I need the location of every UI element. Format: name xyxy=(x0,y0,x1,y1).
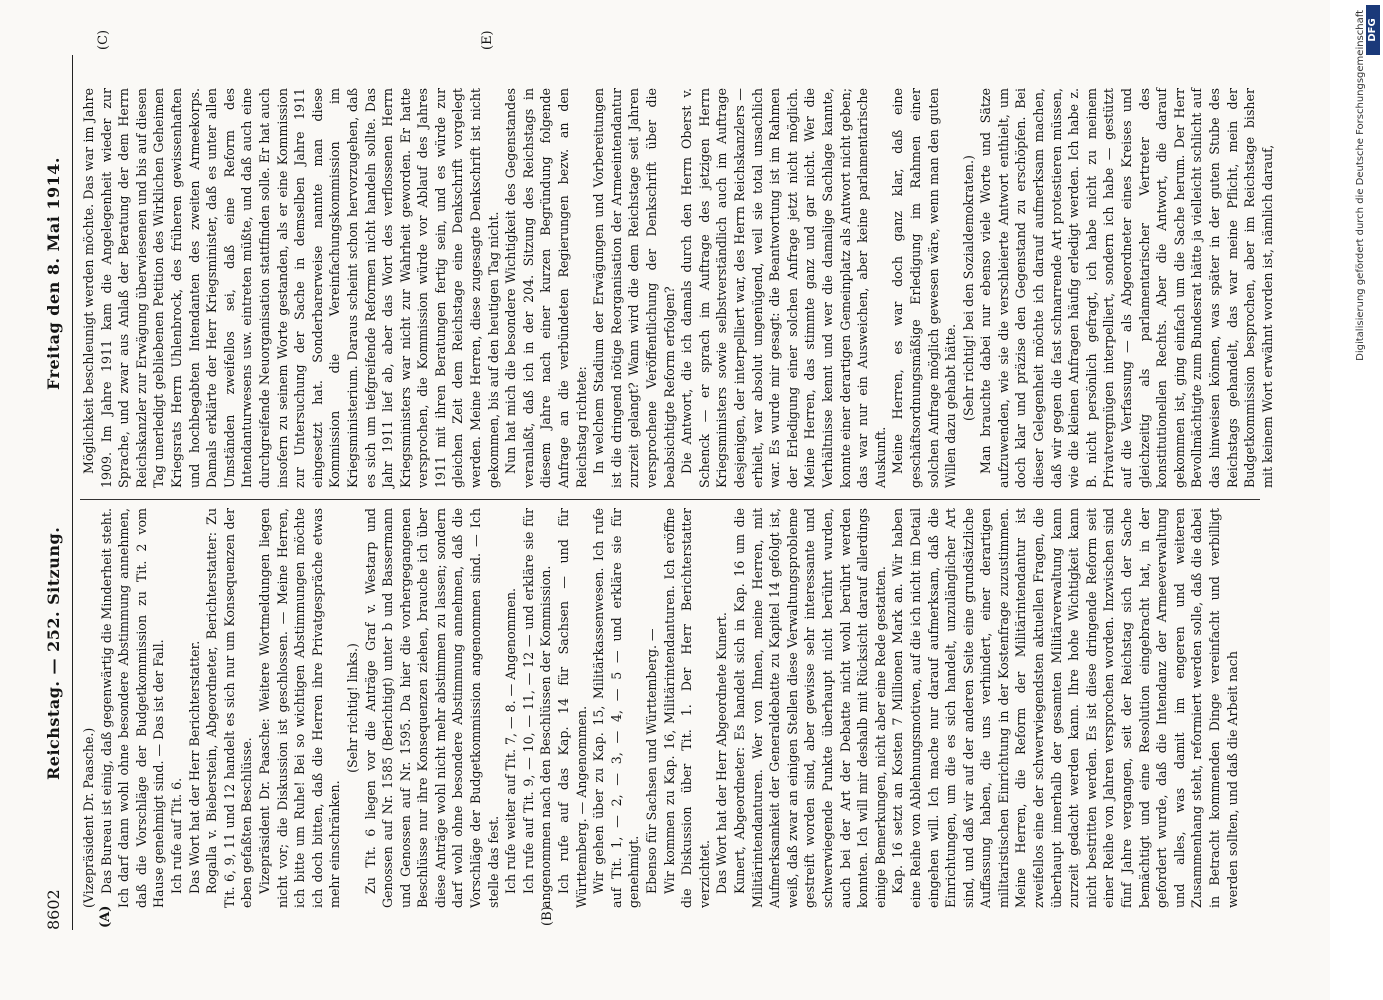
left-running-title: Reichstag. — 252. Sitzung. xyxy=(44,526,63,780)
margin-marker-a: (A) xyxy=(98,905,113,928)
paragraph: Wir gehen über zu Kap. 15, Militärkassenwesen. Ich rufe auf Tit. 1, — 2, — 3, — 4, — 5 — und erkläre sie für genehmigt. xyxy=(591,508,642,908)
paragraph: Ich rufe auf das Kap. 14 für Sachsen — und für Württemberg. — Angenommen. xyxy=(556,508,589,908)
digitization-credit: Digitalisierung gefördert durch die Deutsche Forschungsgemeinschaft xyxy=(1355,10,1366,361)
dfg-logo: DFG xyxy=(1366,5,1380,55)
left-text-column xyxy=(80,508,1260,908)
paragraph: Möglichkeit beschleunigt werden möchte. Das war im Jahre 1909. Im Jahre 1911 kam die Angelegenheit wieder zur Sprache, und zwar aus Anlaß der Beratung der dem Herrn Reichskanzler zur Erwägung überwiesenen und bis auf diesen Tag unerledigt gebliebenen Petition des Wirklichen Geheimen Kriegsrats Herrn Uhlenbrock, des früheren gewissenhaften und hochbegabten Intendanten des zweiten Armeekorps. Damals erklärte der Herr Kriegsminister, daß es unter allen Umständen zweifellos sei, daß eine Reform des Intendanturwesens usw. eintreten müßte, und daß auch eine durchgreifende Neuorganisation stattfinden solle. Er hat auch insofern zu seinem Worte gestanden, als er eine Kommission zur Untersuchung der Sache in demselben Jahre 1911 eingesetzt hat. Sonderbarerweise nannte man diese Kommission die Vereinfachungskommission im Kriegsministerium. Daraus scheint schon hervorzugehen, daß es sich um tiefgreifende Reformen nicht handeln sollte. Das Jahr 1911 lief ab, aber das Wort des verflossenen Herrn Kriegsministers war nicht zur Wahrheit geworden. Er hatte versprochen, die Kommission würde vor Ablauf des Jahres 1911 mit ihren Beratungen fertig sein, und es würde zur gleichen Zeit dem Reichstage eine Denkschrift vorgelegt werden. Meine Herren, diese zugesagte Denkschrift ist nicht gekommen, bis auf den heutigen Tag nicht. xyxy=(81,88,501,488)
paragraph: Vizepräsident Dr. Paasche: Weitere Wortmeldungen liegen nicht vor; die Diskussion ist geschlossen. — Meine Herren, ich bitte um Ruhe! Bei so wichtigen Abstimmungen möchte ich doch bitten, daß die Herren ihre Privatgespräche etwas mehr einschränken. xyxy=(256,508,343,908)
paragraph: Das Wort hat der Herr Berichterstatter. xyxy=(186,640,202,894)
paragraph: Ich rufe weiter auf Tit. 7, — 8. — Angenommen. xyxy=(503,587,519,894)
paragraph: Das Wort hat der Herr Abgeordnete Kunert. xyxy=(714,612,730,894)
paragraph: Ich rufe auf Tit. 6. xyxy=(168,777,184,894)
paragraph: Ebenso für Sachsen und Württemberg. — xyxy=(644,628,659,894)
paragraph: Nun hat mich die besondere Wichtigkeit des Gegenstandes veranlaßt, daß ich in der 204. Sitzung des Reichstags in diesem Jahre nach einer kurzen Begründung folgende Anfrage an die verbündeten Regierungen bezw. an den Reichstag richtete: xyxy=(503,88,589,488)
page-number: 8602 xyxy=(44,889,63,930)
margin-marker-b: (B) xyxy=(540,906,555,926)
right-text-column xyxy=(80,88,1275,488)
paragraph: Zu Tit. 6 liegen vor die Anträge Graf v. Westarp und Genossen auf Nr. 1585 (Berichtigt) unter b und Bassermann und Genossen auf Nr. 1595. Da hier die vorhergegangenen Beschlüsse nur ihre Konsequenzen ziehen, brauche ich über diese Anträge wohl nicht mehr abstimmen zu lassen; sondern darf wohl ohne besondere Abstimmung annehmen, daß die Vorschläge der Budgetkommission angenommen sind. — Ich stelle das fest. xyxy=(362,508,501,908)
paragraph: (Vizepräsident Dr. Paasche.) xyxy=(81,727,96,908)
margin-marker-c: (C) xyxy=(96,29,111,50)
paragraph: Wir kommen zu Kap. 16, Militärintendanturen. Ich eröffne die Diskussion über Tit. 1. Der Herr Berichterstatter verzichtet. xyxy=(661,508,712,908)
header-rule xyxy=(72,55,73,930)
paragraph: Das Bureau ist einig, daß gegenwärtig die Minderheit steht. Ich darf dann wohl ohne besondere Abstimmung annehmen, daß die Vorschläge der Budgetkommission zu Tit. 2 vom Hause genehmigt sind. — Das ist der Fall. xyxy=(98,508,167,908)
paragraph: Die Antwort, die ich damals durch den Herrn Oberst v. Schenck — er sprach im Auftrage des jetzigen Herrn Kriegsministers sowie selbstverständlich auch im Auftrage desjenigen, der interpelliert war, des Herrn Reichskanzlers — erhielt, war absolut ungenügend, weil sie total unsachlich war. Es wurde mir gesagt: die Beantwortung ist im Rahmen der Erledigung einer solchen Anfrage jetzt nicht möglich. Meine Herren, das stimmte ganz und gar nicht. Wer die Verhältnisse kennt und wer die damalige Sachlage kannte, konnte einer derartigen Gemeinplatz als Antwort nicht geben; das war nur ein Ausweichen, aber keine parlamentarische Auskunft. xyxy=(679,88,888,488)
margin-marker-e: (E) xyxy=(480,30,495,50)
right-running-title: Freitag den 8. Mai 1914. xyxy=(44,157,63,390)
column-divider xyxy=(80,499,1260,500)
paragraph: (Sehr richtig! bei den Sozialdemokraten.) xyxy=(960,155,976,421)
paragraph: In welchem Stadium der Erwägungen und Vorbereitungen ist die dringend nötige Reorganisation der Armeeintendantur zurzeit gelangt? Wann wird die dem Reichstage seit Jahren versprochene Veröffentlichung der Denkschrift über die beabsichtigte Reform erfolgen? xyxy=(591,88,677,488)
paragraph: Kap. 16 setzt an Kosten 7 Millionen Mark an. Wir haben eine Reihe von Ablehnungsmotiven, auf die ich nicht im Detail eingehen will. Ich mache nur darauf aufmerksam, daß die Einrichtungen, um die es sich handelt, unzulänglicher Art sind, und daß wir auf der anderen Seite eine grundsätzliche Auffassung haben, die uns verhindert, einer derartigen militaristischen Einrichtung in der Kostenfrage zuzustimmen. Meine Herren, die Reform der Militärintendantur ist zweifellos eine der schwerwiegendsten aktuellen Fragen, die überhaupt innerhalb der gesamten Militärverwaltung kann zurzeit gedacht werden kann. Ihre hohe Wichtigkeit kann nicht bestritten werden. Es ist diese dringende Reform seit einer Reihe von Jahren versprochen worden. Inzwischen sind fünf Jahre vergangen, seit der Reichstag sich der Sache bemächtigt und eine Resolution eingebracht hat, in der gefordert wurde, daß die Intendanz der Armeeverwaltung und alles, was damit im engeren und weiteren Zusammenhang steht, reformiert werden solle, daß die dabei in Betracht kommenden Dinge vereinfacht und verbilligt werden sollten, und daß die Arbeit nach xyxy=(890,508,1240,908)
paragraph: Meine Herren, es war doch ganz klar, daß eine geschäftsordnungsmäßige Erledigung im Rahmen einer solchen Anfrage möglich gewesen wäre, wenn man den guten Willen dazu gehabt hätte. xyxy=(890,88,959,488)
paragraph: Kunert, Abgeordneter: Es handelt sich in Kap. 16 um die Militärintendanturen. Wer von Ihnen, meine Herren, mit Aufmerksamkeit der Generaldebatte zu Kapitel 14 gefolgt ist, weiß, daß zwar an einigen Stellen diese Verwaltungsprobleme gestreift worden sind, aber gewisse sehr interessante und schwerwiegende Punkte überhaupt nicht berührt wurden, auch bei der Art der Debatte nicht wohl berührt werden konnten. Ich will mir deshalb mit Rücksicht darauf allerdings einige Bemerkungen, nicht aber eine Rede gestatten. xyxy=(731,508,888,908)
paragraph: Rogalla v. Bieberstein, Abgeordneter, Berichterstatter: Zu Tit. 6, 9, 11 und 12 handelt es sich nur um Konsequenzen der eben gefaßten Beschlüsse. xyxy=(204,508,255,908)
page-header xyxy=(44,60,68,930)
paragraph: (Sehr richtig! links.) xyxy=(344,643,360,773)
paragraph: Ich rufe auf Tit. 9, — 10, — 11, — 12 — und erkläre sie für angenommen nach den Beschlüssen der Kommission. xyxy=(520,508,554,908)
paragraph: Man brauchte dabei nur ebenso viele Worte und Sätze aufzuwenden, wie sie die verschleierte Antwort enthielt, um doch klar und präzise den Gegenstand zu erschöpfen. Bei dieser Gelegenheit möchte ich darauf aufmerksam machen, daß wir gegen die fast schnarrende Art protestieren müssen, wie die kleinen Anfragen häufig erledigt werden. Ich habe z. B. nicht persönlich gefragt, ich habe nicht zu meinem Privatvergnügen interpelliert, sondern ich habe — gestützt auf die Verfassung — als Abgeordneter eines Kreises und gleichzeitig als parlamentarischer Vertreter des konstitutionellen Rechts. Aber die Antwort, die darauf gekommen ist, ging einfach um die Sache herum. Der Herr Bevollmächtigte zum Bundesrat hätte ja vielleicht schlicht auf das hinweisen können, was später in der guten Stube des Reichstags gehandelt, das war meine Pflicht, mein der Budgetkommission besprochen, aber im Reichstage bisher mit keinem Wort erwähnt worden ist, nämlich darauf, xyxy=(978,88,1275,488)
